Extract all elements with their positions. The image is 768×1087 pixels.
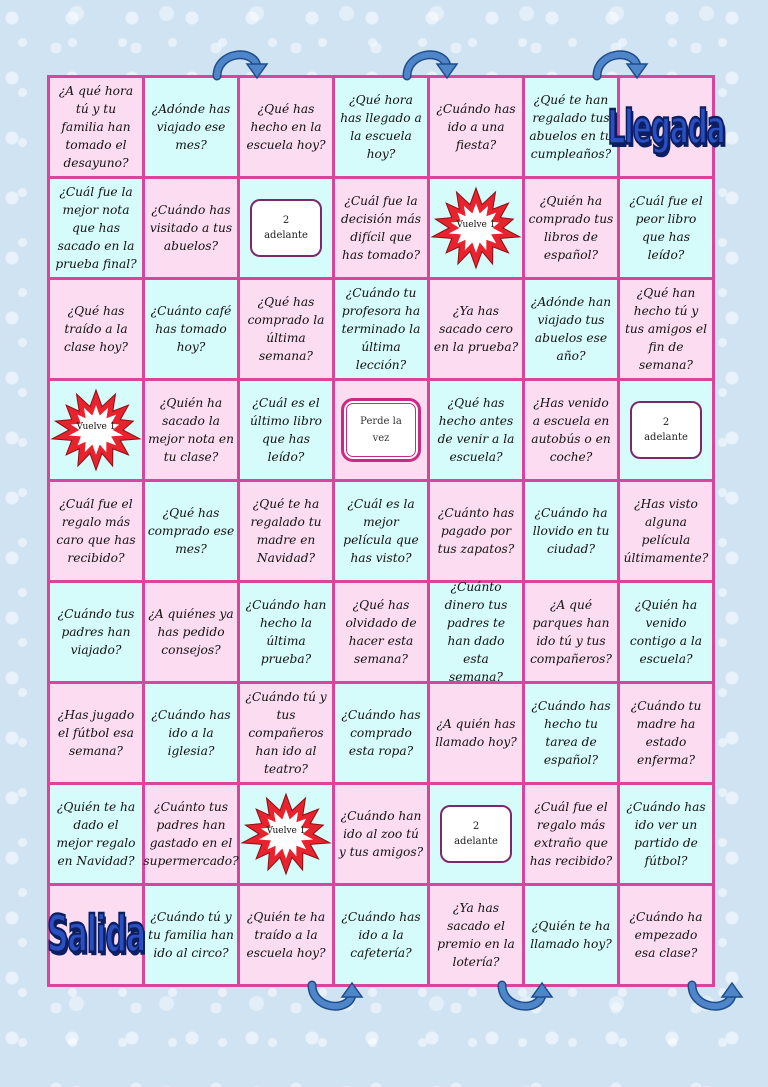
question-text: ¿Cuándo han ido al zoo tú y tus amigos? [338, 809, 424, 859]
board-square [335, 381, 427, 479]
board-square [430, 179, 522, 277]
question-text: ¿Qué hora has llegado a la escuela hoy? [340, 93, 422, 161]
advance-badge [440, 805, 512, 863]
u-turn-arrow-icon [589, 46, 649, 80]
board-square [620, 280, 712, 378]
u-turn-arrow-icon [684, 981, 744, 1015]
board-square [620, 886, 712, 984]
game-board [46, 75, 725, 987]
board-square [145, 179, 237, 277]
question-text: ¿Quién ha comprado tus libros de español? [528, 194, 614, 262]
board-square [240, 482, 332, 580]
advance-badge [630, 401, 702, 459]
starburst-icon [431, 188, 521, 268]
board-square [335, 886, 427, 984]
board-square [145, 381, 237, 479]
board-square [430, 381, 522, 479]
question-text: ¿Cuál fue el regalo más extraño que has recibido? [529, 800, 613, 868]
go-back-text: Vuelve 1 [266, 826, 306, 836]
board-square [240, 280, 332, 378]
board-square [240, 684, 332, 782]
board-square [430, 280, 522, 378]
question-text: ¿Cuándo has hecho tu tarea de español? [531, 699, 611, 767]
question-text: ¿Cuándo has ido a la cafetería? [341, 910, 421, 960]
question-text: ¿Qué te ha regalado tu madre en Navidad? [250, 497, 322, 565]
question-text: ¿Cuándo tú y tu familia han ido al circo? [148, 910, 234, 960]
question-text: ¿Cuándo han hecho la última prueba? [245, 598, 327, 666]
question-text: ¿Has jugado el fútbol esa semana? [57, 708, 135, 758]
board-square [620, 179, 712, 277]
advance-text: adelante [454, 836, 498, 847]
advance-text: 2 [662, 417, 670, 428]
question-text: ¿Cuándo has ido ver un partido de fútbol? [626, 800, 706, 868]
question-text: ¿Adónde has viajado ese mes? [151, 102, 231, 152]
question-text: ¿Has visto alguna película últimamente? [623, 497, 709, 565]
board-square [430, 78, 522, 176]
starburst-icon [241, 794, 331, 874]
lose-turn-badge [341, 398, 421, 462]
question-text: ¿Adónde han viajado tus abuelos ese año? [530, 295, 612, 363]
board-square [620, 381, 712, 479]
board-square [240, 785, 332, 883]
question-text: ¿Cuándo tu madre ha estado enferma? [630, 699, 702, 767]
board-square [50, 583, 142, 681]
board-square [525, 280, 617, 378]
question-text: ¿Qué has hecho en la escuela hoy? [246, 102, 326, 152]
board-square [240, 886, 332, 984]
board-square [525, 78, 617, 176]
board-square [240, 78, 332, 176]
question-text: ¿Ya has sacado cero en la prueba? [433, 304, 519, 354]
question-text: ¿Qué has comprado ese mes? [147, 506, 235, 556]
question-text: ¿Cuánto has pagado por tus zapatos? [437, 506, 515, 556]
board-square [335, 482, 427, 580]
board-square [240, 179, 332, 277]
question-text: ¿Cuándo tú y tus compañeros han ido al teatro? [245, 690, 327, 776]
board-square [50, 684, 142, 782]
board-square [620, 785, 712, 883]
u-turn-arrow-icon [399, 46, 459, 80]
question-text: ¿Cuál es la mejor película que has visto? [343, 497, 419, 565]
board-square [335, 785, 427, 883]
advance-badge [250, 199, 322, 257]
question-text: ¿Cuándo ha llovido en tu ciudad? [532, 506, 610, 556]
advance-text: 2 [282, 215, 290, 226]
board-square [145, 78, 237, 176]
board-square [240, 583, 332, 681]
question-text: ¿A quiénes ya has pedido consejos? [148, 607, 234, 657]
question-text: ¿Cuál fue la mejor nota que has sacado en la prueba final? [55, 185, 137, 271]
board-square [430, 684, 522, 782]
board-square [145, 785, 237, 883]
board-square [50, 381, 142, 479]
board-square [607, 78, 725, 176]
question-text: ¿Cuánto café has tomado hoy? [150, 304, 232, 354]
question-text: ¿Quién te ha dado el mejor regalo en Navidad? [56, 800, 136, 868]
question-text: ¿A quién has llamado hoy? [435, 717, 517, 749]
question-text: ¿Qué te han regalado tus abuelos en tu cumpleaños? [529, 93, 613, 161]
board-square [50, 78, 142, 176]
question-text: ¿Cuándo tu profesora ha terminado la última lección? [341, 286, 421, 372]
question-text: ¿Cuándo has comprado esta ropa? [341, 708, 421, 758]
question-text: ¿Has venido a escuela en autobús o en coche? [531, 396, 611, 464]
board-square [46, 886, 146, 984]
advance-text: 2 [472, 821, 480, 832]
question-text: ¿Cuánto tus padres han gastado en el supermercado? [143, 800, 239, 868]
board-square [240, 381, 332, 479]
question-text: ¿Quién te ha llamado hoy? [530, 919, 612, 951]
question-text: ¿Qué has olvidado de hacer esta semana? [345, 598, 417, 666]
question-text: ¿Quién te ha traído a la escuela hoy? [246, 910, 326, 960]
u-turn-arrow-icon [304, 981, 364, 1015]
question-text: ¿Ya has sacado el premio en la lotería? [437, 901, 515, 969]
board-square [145, 583, 237, 681]
board-square [50, 179, 142, 277]
question-text: ¿Qué has hecho antes de venir a la escuela? [437, 396, 515, 464]
board-square [50, 785, 142, 883]
starburst-icon [51, 390, 141, 470]
board-square [430, 482, 522, 580]
question-text: ¿Cuál fue el peor libro que has leído? [629, 194, 703, 262]
question-text: ¿Cuál es el último libro que has leído? [249, 396, 323, 464]
question-text: ¿Quién ha sacado la mejor nota en tu clase? [148, 396, 234, 464]
question-text: ¿Cuándo tus padres han viajado? [57, 607, 135, 657]
go-back-text: Vuelve 1 [76, 422, 116, 432]
board-square [525, 381, 617, 479]
board-square [525, 179, 617, 277]
question-text: ¿Qué han hecho tú y tus amigos el fin de semana? [625, 286, 707, 372]
board-square [525, 482, 617, 580]
u-turn-arrow-icon [494, 981, 554, 1015]
board-square [335, 280, 427, 378]
question-text: ¿Cuándo ha empezado esa clase? [629, 910, 703, 960]
question-text: ¿A qué parques han ido tú y tus compañeros? [530, 598, 612, 666]
board-square [430, 886, 522, 984]
board-square [620, 583, 712, 681]
board-square [525, 785, 617, 883]
board-square [145, 482, 237, 580]
board-square [620, 684, 712, 782]
question-text: ¿Quién ha venido contigo a la escuela? [629, 598, 703, 666]
question-text: ¿Cuál fue el regalo más caro que has recibido? [56, 497, 136, 565]
question-text: ¿Cuánto dinero tus padres te han dado esta semana? [444, 580, 508, 684]
board-square [50, 482, 142, 580]
advance-text: adelante [264, 230, 308, 241]
start-label: Salida [46, 905, 146, 965]
u-turn-arrow-icon [209, 46, 269, 80]
board-square [335, 583, 427, 681]
board-square [335, 78, 427, 176]
question-text: ¿Qué has comprado la última semana? [247, 295, 325, 363]
board-square [525, 886, 617, 984]
question-text: ¿Qué has traído a la clase hoy? [64, 304, 128, 354]
question-text: ¿A qué hora tú y tu familia han tomado el desayuno? [58, 84, 134, 170]
board-square [145, 886, 237, 984]
board-square [525, 684, 617, 782]
question-text: ¿Cuándo has ido a una fiesta? [436, 102, 516, 152]
board-square [50, 280, 142, 378]
board-square [145, 684, 237, 782]
lose-turn-text: vez [372, 433, 390, 444]
board-square [335, 179, 427, 277]
finish-label: Llegada [607, 98, 725, 156]
board-square [335, 684, 427, 782]
board-square [525, 583, 617, 681]
board-square [430, 785, 522, 883]
advance-text: adelante [644, 432, 688, 443]
board-square [620, 482, 712, 580]
question-text: ¿Cuándo has ido a la iglesia? [151, 708, 231, 758]
board-square [430, 580, 522, 684]
question-text: ¿Cuándo has visitado a tus abuelos? [149, 203, 233, 253]
go-back-text: Vuelve 1 [456, 220, 496, 230]
question-text: ¿Cuál fue la decisión más difícil que has tomado? [340, 194, 422, 262]
board-square [145, 280, 237, 378]
lose-turn-text: Perde la [360, 416, 402, 427]
